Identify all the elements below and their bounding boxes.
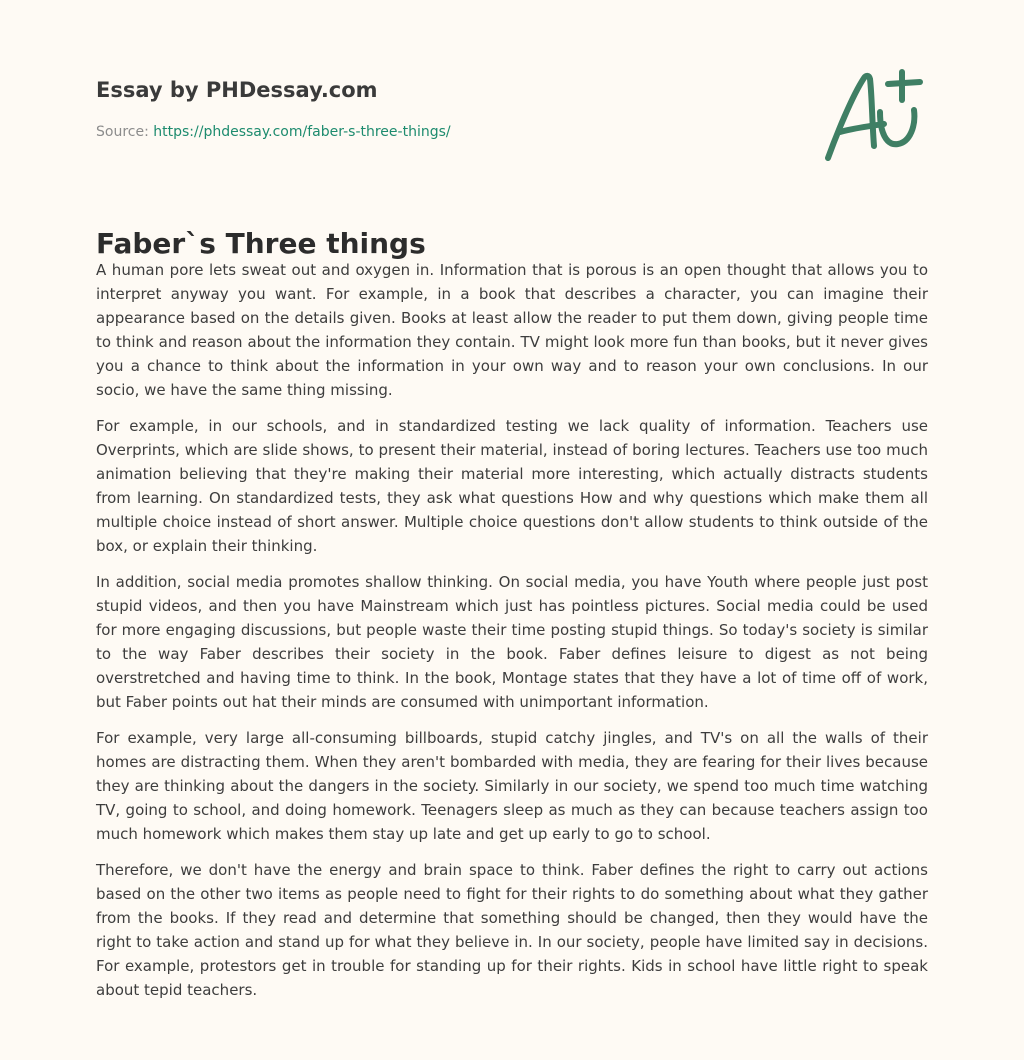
brand-title: Essay by PHDessay.com <box>96 78 378 102</box>
essay-title: Faber`s Three things <box>96 227 426 260</box>
essay-paragraph: For example, very large all-consuming billboards, stupid catchy jingles, and TV's on all the walls of their homes are distracting them. When they aren't bombarded with media, they are fearing for their lives because they are thinking about the dangers in the society. Similarly in our society, we spend too much time watching TV, going to school, and doing homework. Teenagers sleep as much as they can because teachers assign too much homework which makes them stay up late and get up early to go to school. <box>96 729 928 843</box>
essay-paragraph: In addition, social media promotes shallow thinking. On social media, you have Youth where people just post stupid videos, and then you have Mainstream which just has pointless pictures. Social media could be used for more engaging discussions, but people waste their time posting stupid things. So today's society is similar to the way Faber describes their society in the book. Faber defines leisure to digest as not being overstretched and having time to think. In the book, Montage states that they have a lot of time off of work, but Faber points out hat their minds are consumed with unimportant information. <box>96 573 928 711</box>
a-plus-grade-icon <box>822 66 928 164</box>
essay-paragraph: Therefore, we don't have the energy and brain space to think. Faber defines the right to carry out actions based on the other two items as people need to fight for their rights to do something about what they gather from the books. If they read and determine that something should be changed, then they would have the right to take action and stand up for what they believe in. In our society, people have limited say in decisions. For example, protestors get in trouble for standing up for their rights. Kids in school have little right to speak about tepid teachers. <box>96 861 928 999</box>
source-label: Source: <box>96 124 149 140</box>
source-link[interactable]: https://phdessay.com/faber-s-three-things/ <box>153 124 451 140</box>
essay-paragraph: A human pore lets sweat out and oxygen in. Information that is porous is an open thought that allows you to interpret anyway you want. For example, in a book that describes a character, you can imagine their appearance based on the details given. Books at least allow the reader to put them down, giving people time to think and reason about the information they contain. TV might look more fun than books, but it never gives you a chance to think about the information in your own way and to reason your own conclusions. In our socio, we have the same thing missing. <box>96 261 928 399</box>
essay-body <box>96 258 928 1014</box>
page-header <box>96 76 796 142</box>
source-line <box>96 122 796 142</box>
essay-paragraph: For example, in our schools, and in standardized testing we lack quality of information. Teachers use Overprints, which are slide shows, to present their material, instead of boring lectures. Teachers use too much animation believing that they're making their material more interesting, which actually distracts students from learning. On standardized tests, they ask what questions How and why questions which make them all multiple choice instead of short answer. Multiple choice questions don't allow students to think outside of the box, or explain their thinking. <box>96 417 928 555</box>
